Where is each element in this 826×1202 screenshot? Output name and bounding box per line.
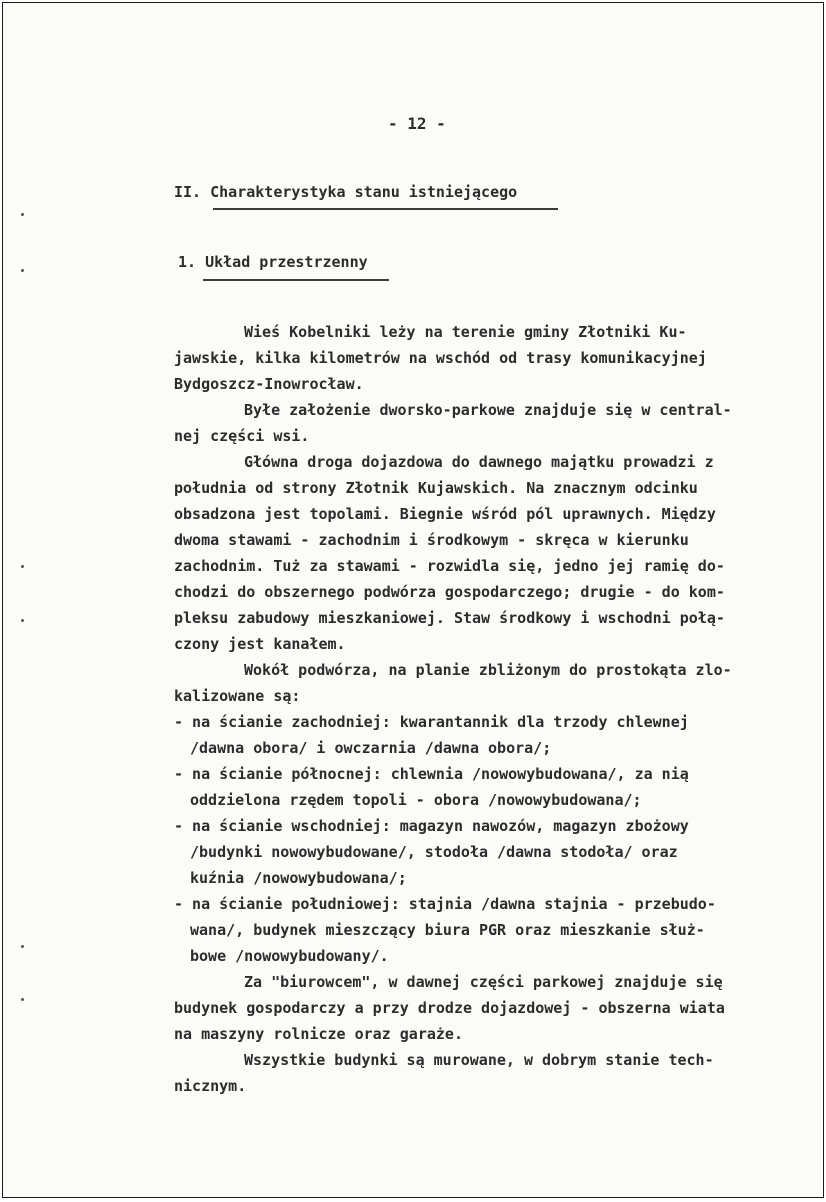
list-item: - na ścianie wschodniej: magazyn nawozów, magazyn zbożowy xyxy=(174,817,689,835)
text-line: chodzi do obszernego podwórza gospodarczego; drugie - do kom- xyxy=(174,583,725,601)
section-heading-underline xyxy=(213,208,558,210)
text-line: wana/, budynek mieszczący biura PGR oraz mieszkanie służ- xyxy=(190,921,705,939)
margin-mark xyxy=(21,998,24,1001)
list-item: - na ścianie południowej: stajnia /dawna stajnia - przebudo- xyxy=(174,895,716,913)
page-number: - 12 - xyxy=(388,114,446,133)
text-line: na maszyny rolnicze oraz garaże. xyxy=(174,1025,463,1043)
text-line: budynek gospodarczy a przy drodze dojazdowej - obszerna wiata xyxy=(174,999,725,1017)
text-line: bowe /nowowybudowany/. xyxy=(190,947,389,965)
text-line: Główna droga dojazdowa do dawnego majątku prowadzi z xyxy=(244,453,714,471)
section-heading: II. Charakterystyka stanu istniejącego xyxy=(174,183,518,201)
text-line: jawskie, kilka kilometrów na wschód od trasy komunikacyjnej xyxy=(174,349,707,367)
margin-mark xyxy=(21,269,24,272)
text-line: dwoma stawami - zachodnim i środkowym - skręca w kierunku xyxy=(174,531,689,549)
text-line: zachodnim. Tuż za stawami - rozwidla się, jedno jej ramię do- xyxy=(174,557,725,575)
text-line: kuźnia /nowowybudowana/; xyxy=(190,869,407,887)
margin-mark xyxy=(21,565,24,568)
list-item: - na ścianie północnej: chlewnia /nowowybudowana/, za nią xyxy=(174,765,689,783)
text-line: nicznym. xyxy=(174,1077,247,1095)
text-line: /budynki nowowybudowane/, stodoła /dawna stodoła/ oraz xyxy=(190,843,678,861)
text-line: pleksu zabudowy mieszkaniowej. Staw środkowy i wschodni połą- xyxy=(174,609,725,627)
text-line: nej części wsi. xyxy=(174,427,310,445)
text-line: Wokół podwórza, na planie zbliżonym do prostokąta zlo- xyxy=(244,661,732,679)
text-line: obsadzona jest topolami. Biegnie wśród pól uprawnych. Między xyxy=(174,505,716,523)
subsection-heading-underline xyxy=(203,279,389,281)
margin-mark xyxy=(21,945,24,948)
text-line: kalizowane są: xyxy=(174,687,301,705)
margin-mark xyxy=(21,213,24,216)
text-line: oddzielona rzędem topoli - obora /nowowybudowana/; xyxy=(190,791,642,809)
text-line: /dawna obora/ i owczarnia /dawna obora/; xyxy=(190,739,552,757)
text-line: czony jest kanałem. xyxy=(174,635,346,653)
text-line: południa od strony Złotnik Kujawskich. Na znacznym odcinku xyxy=(174,479,698,497)
list-item: - na ścianie zachodniej: kwarantannik dla trzody chlewnej xyxy=(174,713,689,731)
text-line: Bydgoszcz-Inowrocław. xyxy=(174,375,364,393)
text-line: Za "biurowcem", w dawnej części parkowej znajduje się xyxy=(244,973,723,991)
text-line: Wieś Kobelniki leży na terenie gminy Złotniki Ku- xyxy=(244,323,687,341)
subsection-heading: 1. Układ przestrzenny xyxy=(178,253,368,271)
margin-mark xyxy=(21,619,24,622)
document-page xyxy=(2,2,824,1198)
text-line: Byłe założenie dworsko-parkowe znajduje się w central- xyxy=(244,401,732,419)
text-line: Wszystkie budynki są murowane, w dobrym stanie tech- xyxy=(244,1051,714,1069)
